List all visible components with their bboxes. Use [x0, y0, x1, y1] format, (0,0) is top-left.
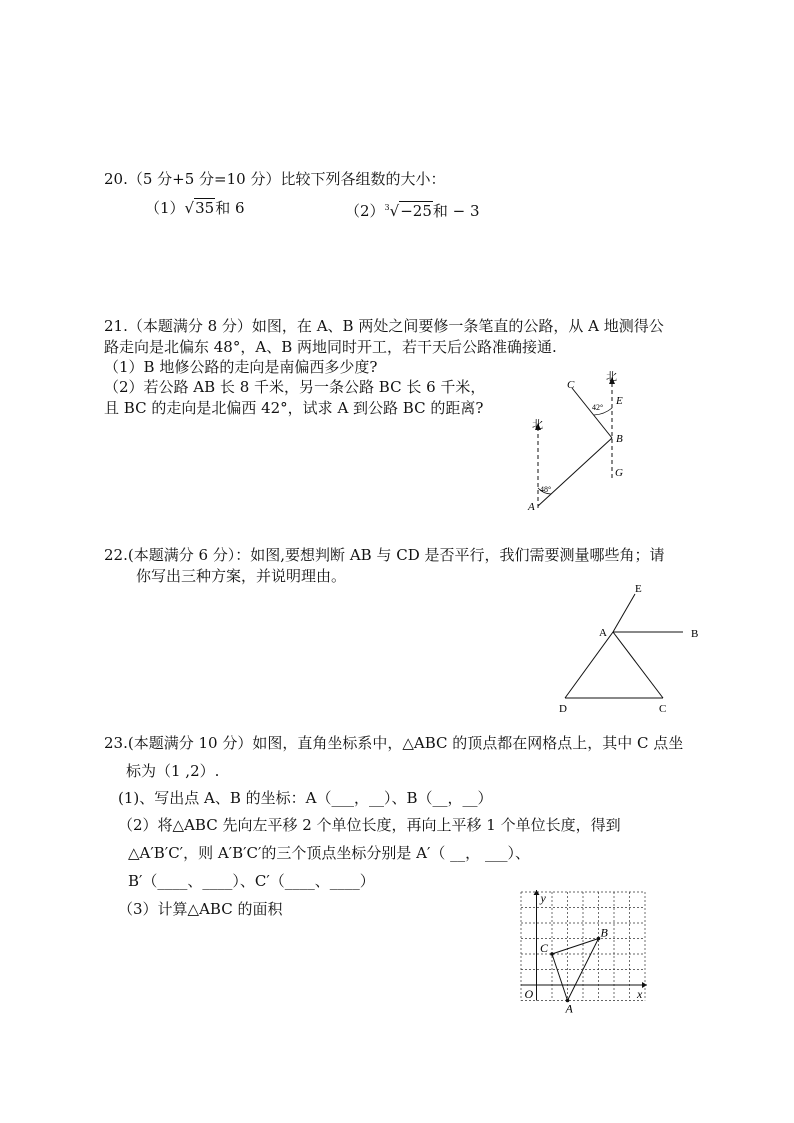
q20-part2-index: 3 [384, 203, 390, 212]
q20-part1-radicand: 35 [195, 199, 215, 217]
q21-line3: （1）B 地修公路的走向是南偏西多少度? [104, 358, 378, 376]
label-c: C [659, 703, 667, 715]
q23-line2: 标为（1 ,2）. [126, 762, 220, 780]
q22-figure [555, 580, 715, 720]
q22-line2: 你写出三种方案，并说明理由。 [136, 567, 347, 585]
q20-part2-suffix: 和 − 3 [432, 202, 480, 220]
x-axis-label: x [637, 987, 643, 1001]
q23-line1: 23.(本题满分 10 分）如图，直角坐标系中，△ABC 的顶点都在网格点上，其中 C 点坐 [104, 734, 684, 752]
point-e-label: E [616, 395, 623, 407]
sqrt-sign: √35 [184, 199, 215, 217]
vertex-c-dot [550, 952, 554, 956]
point-a-label: A [528, 501, 535, 513]
root-sign: √−25 [389, 202, 432, 220]
x-axis-arrow-icon [642, 982, 647, 988]
q23-line5: △A′B′C′，则 A′B′C′的三个顶点坐标分别是 A′（ __， ___）、 [128, 844, 530, 862]
q23-line7: （3）计算△ABC 的面积 [118, 900, 283, 918]
label-e: E [635, 583, 642, 595]
q21-line4: （2）若公路 AB 长 8 千米，另一条公路 BC 长 6 千米， [104, 378, 486, 396]
point-b-label: B [616, 433, 623, 445]
q21-line1: 21.（本题满分 8 分）如图，在 A、B 两处之间要修一条笔直的公路，从 A 地测得公 [104, 317, 664, 335]
vertex-b-label: B [600, 925, 608, 940]
y-axis-label: y [540, 891, 546, 905]
ray-ae [613, 594, 635, 632]
origin-label: O [524, 987, 534, 1001]
angle-48-label: 48° [540, 485, 552, 494]
label-a: A [599, 627, 607, 639]
q20-part2-radicand: −25 [400, 202, 432, 220]
segment-ac [613, 632, 663, 698]
q21-line2: 路走向是北偏东 48°，A、B 两地同时开工，若干天后公路准确接通. [104, 338, 557, 356]
q20-part2 [345, 198, 480, 221]
q20-part2-label: （2） [345, 202, 385, 220]
q20-part1 [145, 198, 245, 218]
segment-ab [538, 438, 612, 506]
q23-line4: （2）将△ABC 先向左平移 2 个单位长度，再向上平移 1 个单位长度，得到 [118, 816, 621, 834]
label-b: B [691, 628, 699, 640]
label-d: D [559, 703, 567, 715]
angle-42-label: 42° [592, 403, 604, 412]
segment-bc [572, 388, 612, 438]
q22-line1: 22.(本题满分 6 分）：如图,要想判断 AB 与 CD 是否平行，我们需要测量哪些角；请 [104, 546, 665, 564]
q23-line6: B′（____、____）、C′（____、____） [128, 872, 375, 890]
q20-part1-label: （1） [145, 199, 185, 217]
q20-part1-suffix: 和 6 [215, 199, 245, 217]
q23-coordinate-grid [519, 890, 643, 1016]
north-label-1: 北 [532, 419, 543, 431]
north-label-2: 北 [606, 371, 617, 383]
q23-line3: (1)、写出点 A、B 的坐标：A（___，__）、B（__，__） [118, 789, 493, 807]
q20-header: 20.（5 分+5 分=10 分）比较下列各组数的大小： [104, 170, 446, 188]
vertex-a-label: A [565, 1001, 573, 1016]
q21-figure [510, 368, 650, 518]
q21-line5: 且 BC 的走向是北偏西 42°，试求 A 到公路 BC 的距离? [104, 399, 484, 417]
vertex-c-label: C [540, 941, 549, 955]
point-g-label: G [615, 467, 623, 479]
y-axis-arrow-icon [534, 890, 540, 895]
point-c-label: C [567, 379, 575, 391]
segment-ad [565, 632, 613, 698]
